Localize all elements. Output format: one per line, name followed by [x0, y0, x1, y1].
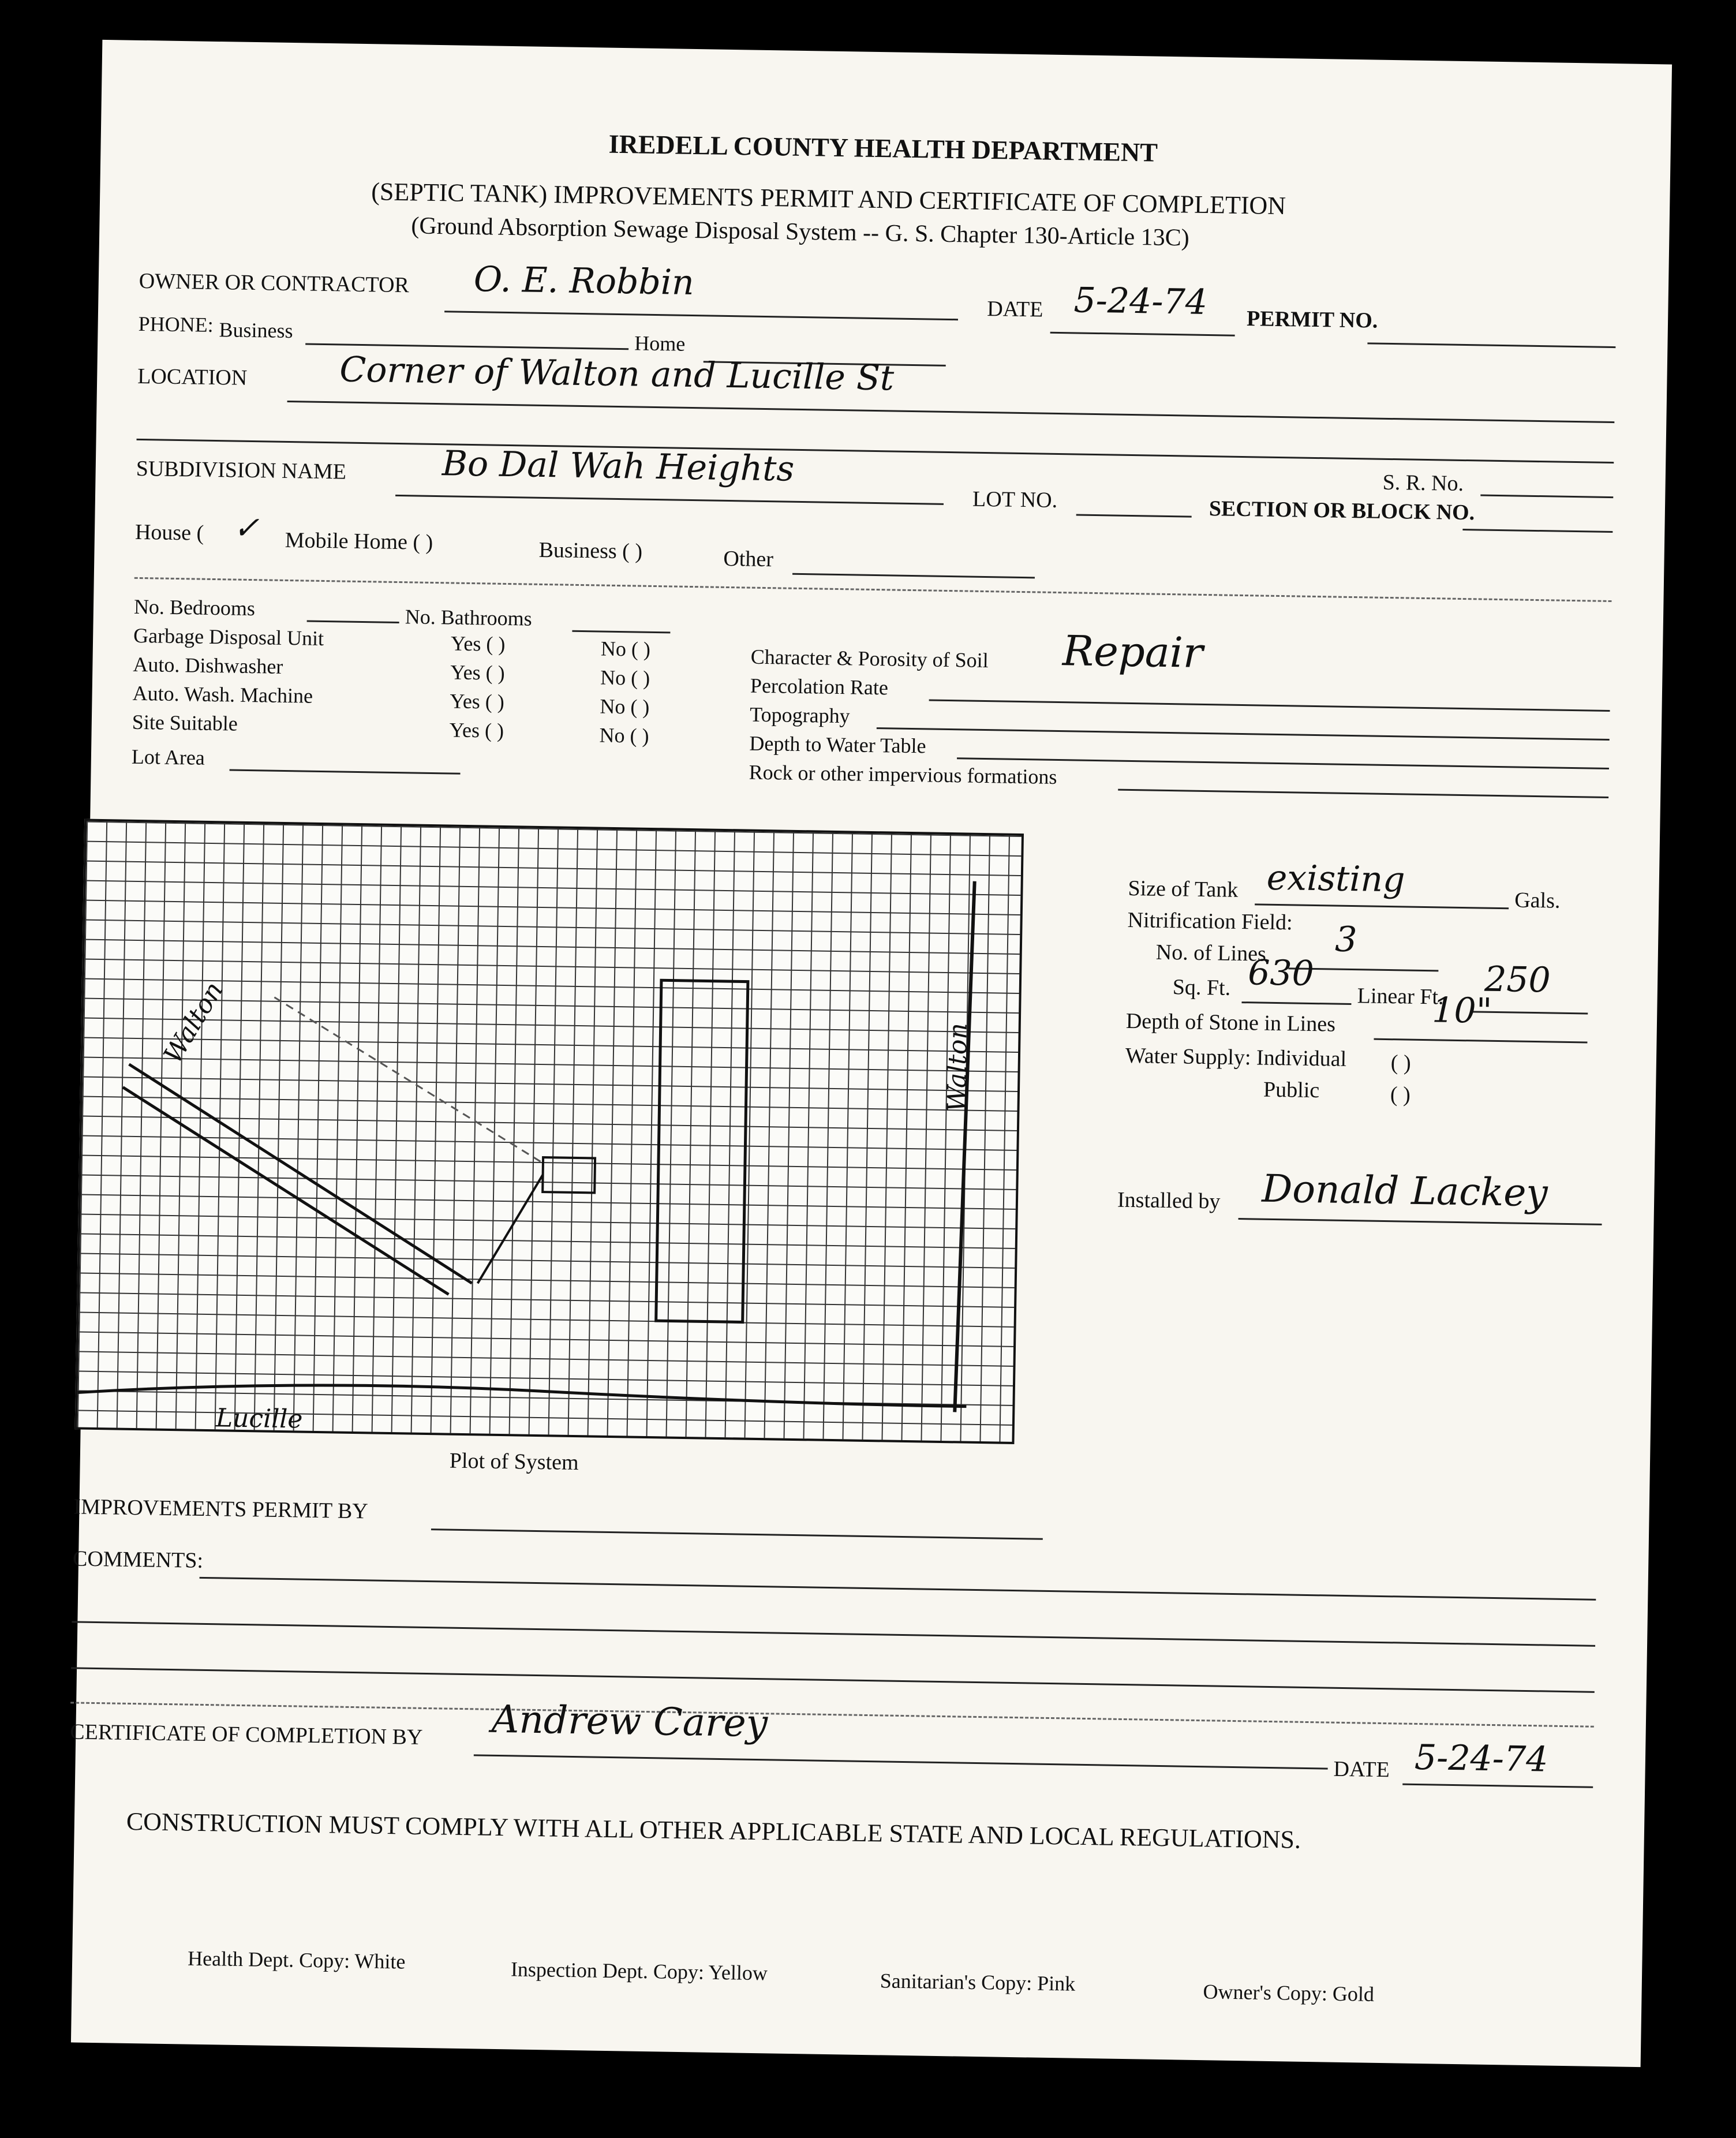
section-label: SECTION OR BLOCK NO. — [1209, 496, 1475, 525]
phone-business-label: Business — [219, 318, 293, 343]
certificate-line — [474, 1754, 1328, 1769]
stone-value[interactable]: 10" — [1431, 990, 1492, 1031]
comments-line-1[interactable] — [200, 1577, 1596, 1601]
other-label: Other — [723, 546, 774, 572]
road-bottom — [78, 1381, 967, 1406]
permit-form — [71, 40, 1672, 2067]
mobile-home-option[interactable]: Mobile Home ( ) — [285, 528, 433, 555]
subdivision-label: SUBDIVISION NAME — [136, 456, 347, 484]
linear-label: Linear Ft. — [1357, 984, 1444, 1010]
bathrooms-label: No. Bathrooms — [405, 605, 533, 630]
tank-gals-label: Gals. — [1514, 888, 1561, 913]
location-label: LOCATION — [137, 364, 248, 390]
section-divider — [134, 577, 1612, 602]
house-option[interactable]: House ( — [134, 519, 204, 545]
sr-no-label: S. R. No. — [1382, 470, 1464, 496]
phone-home-label: Home — [634, 331, 686, 356]
plot-sketch — [77, 821, 1022, 1442]
site-suitable-yes[interactable]: Yes ( ) — [449, 718, 504, 742]
soil-character-label: Character & Porosity of Soil — [750, 645, 989, 672]
lot-area-line[interactable] — [230, 769, 461, 774]
stone-label: Depth of Stone in Lines — [1125, 1008, 1336, 1037]
owner-value[interactable]: O. E. Robbin — [473, 259, 695, 304]
topography-label: Topography — [749, 702, 850, 728]
site-suitable-label: Site Suitable — [132, 710, 238, 735]
business-option[interactable]: Business ( ) — [538, 537, 643, 564]
permit-no-label: PERMIT NO. — [1246, 307, 1378, 333]
plot-caption: Plot of System — [449, 1448, 579, 1475]
subdivision-value[interactable]: Bo Dal Wah Heights — [442, 443, 795, 489]
installed-signature[interactable]: Donald Lackey — [1261, 1166, 1548, 1216]
date-value[interactable]: 5-24-74 — [1073, 280, 1208, 323]
percolation-label: Percolation Rate — [750, 674, 889, 700]
tank-size-value[interactable]: existing — [1266, 857, 1406, 900]
owner-line — [444, 311, 958, 320]
certificate-label: CERTIFICATE OF COMPLETION BY — [70, 1720, 423, 1750]
sqft-label: Sq. Ft. — [1172, 975, 1231, 1000]
house-check-mark: ✓ — [233, 509, 260, 547]
water-public-label: Public — [1263, 1077, 1320, 1103]
comments-label: COMMENTS: — [72, 1546, 204, 1573]
bedrooms-line[interactable] — [307, 621, 399, 624]
comments-line-3[interactable] — [71, 1667, 1595, 1692]
lot-area-label: Lot Area — [131, 745, 205, 769]
phone-label: PHONE: — [138, 312, 214, 337]
supply-line — [478, 1173, 543, 1284]
dishwasher-yes[interactable]: Yes ( ) — [450, 660, 505, 685]
improvements-label: IMPROVEMENTS PERMIT BY — [73, 1494, 369, 1524]
section-line[interactable] — [1462, 529, 1612, 533]
sqft-value[interactable]: 630 — [1247, 952, 1315, 995]
garbage-no[interactable]: No ( ) — [600, 637, 651, 661]
form-title: (SEPTIC TANK) IMPROVEMENTS PERMIT AND CERTIFICATE OF COMPLETION — [371, 177, 1286, 220]
location-value[interactable]: Corner of Walton and Lucille St — [339, 349, 895, 399]
other-line[interactable] — [792, 573, 1035, 579]
department-title: IREDELL COUNTY HEALTH DEPARTMENT — [608, 129, 1158, 167]
dishwasher-label: Auto. Dishwasher — [133, 652, 283, 678]
nitrification-label: Nitrification Field: — [1127, 907, 1293, 935]
location-line-2 — [137, 439, 1614, 464]
street-right-label: Walton — [942, 1022, 973, 1112]
improvements-line[interactable] — [431, 1528, 1043, 1540]
rock-label: Rock or other impervious formations — [749, 760, 1057, 788]
tank-size-label: Size of Tank — [1128, 876, 1239, 902]
bathrooms-line[interactable] — [572, 630, 670, 634]
date-label: DATE — [986, 296, 1043, 322]
wash-machine-yes[interactable]: Yes ( ) — [450, 689, 505, 713]
garbage-yes[interactable]: Yes ( ) — [450, 631, 506, 656]
wash-machine-label: Auto. Wash. Machine — [132, 681, 313, 708]
regulations-notice: CONSTRUCTION MUST COMPLY WITH ALL OTHER APPLICABLE STATE AND LOCAL REGULATIONS. — [126, 1807, 1301, 1854]
installed-line — [1239, 1218, 1602, 1225]
copy-owner: Owner's Copy: Gold — [1203, 1980, 1375, 2006]
copy-health: Health Dept. Copy: White — [187, 1946, 406, 1973]
wash-machine-no[interactable]: No ( ) — [600, 694, 650, 719]
lot-no-line[interactable] — [1076, 514, 1192, 517]
tank-size-line — [1255, 903, 1509, 909]
topography-line[interactable] — [877, 727, 1610, 741]
bedrooms-label: No. Bedrooms — [133, 595, 256, 621]
lot-no-label: LOT NO. — [972, 487, 1058, 513]
lines-value[interactable]: 3 — [1334, 919, 1357, 960]
rock-line[interactable] — [1118, 789, 1608, 798]
water-public-box[interactable]: ( ) — [1390, 1082, 1411, 1107]
linear-value[interactable]: 250 — [1484, 959, 1551, 1001]
water-table-label: Depth to Water Table — [749, 731, 926, 758]
street-diag-label: Walton — [158, 977, 229, 1068]
owner-label: OWNER OR CONTRACTOR — [139, 268, 410, 298]
water-individual-box[interactable]: ( ) — [1390, 1051, 1411, 1075]
plot-grid[interactable] — [75, 819, 1024, 1444]
dishwasher-no[interactable]: No ( ) — [600, 666, 650, 690]
sqft-line — [1241, 1001, 1351, 1005]
copy-inspection: Inspection Dept. Copy: Yellow — [510, 1957, 768, 1985]
existing-line — [272, 997, 545, 1163]
certificate-date-label: DATE — [1333, 1756, 1390, 1782]
certificate-date-value[interactable]: 5-24-74 — [1414, 1737, 1548, 1780]
street-bottom-label: Lucille — [215, 1403, 303, 1434]
road-edge-bottom — [119, 1087, 451, 1295]
comments-line-2[interactable] — [72, 1621, 1595, 1646]
road-right — [955, 881, 974, 1412]
permit-no-line[interactable] — [1367, 342, 1615, 348]
certificate-signature[interactable]: Andrew Carey — [491, 1696, 768, 1746]
house-outline — [656, 980, 748, 1322]
road-edge-top — [126, 1064, 476, 1283]
percolation-line[interactable] — [929, 699, 1610, 712]
subdivision-line — [395, 495, 944, 505]
site-suitable-no[interactable]: No ( ) — [599, 723, 649, 747]
stone-line — [1374, 1038, 1587, 1044]
garbage-label: Garbage Disposal Unit — [133, 623, 324, 651]
sr-no-line[interactable] — [1480, 494, 1613, 498]
certificate-date-line — [1402, 1784, 1593, 1788]
form-subtitle: (Ground Absorption Sewage Disposal System -- G. S. Chapter 130-Article 13C) — [411, 212, 1190, 252]
lines-label: No. of Lines — [1155, 940, 1267, 966]
date-line — [1050, 332, 1235, 337]
location-line — [287, 401, 1615, 423]
copy-sanitarian: Sanitarian's Copy: Pink — [880, 1969, 1076, 1995]
soil-character-value[interactable]: Repair — [1062, 626, 1203, 677]
installed-label: Installed by — [1117, 1187, 1221, 1214]
water-supply-label: Water Supply: Individual — [1125, 1043, 1347, 1071]
phone-business-line[interactable] — [305, 343, 628, 350]
tank-box — [542, 1157, 595, 1193]
